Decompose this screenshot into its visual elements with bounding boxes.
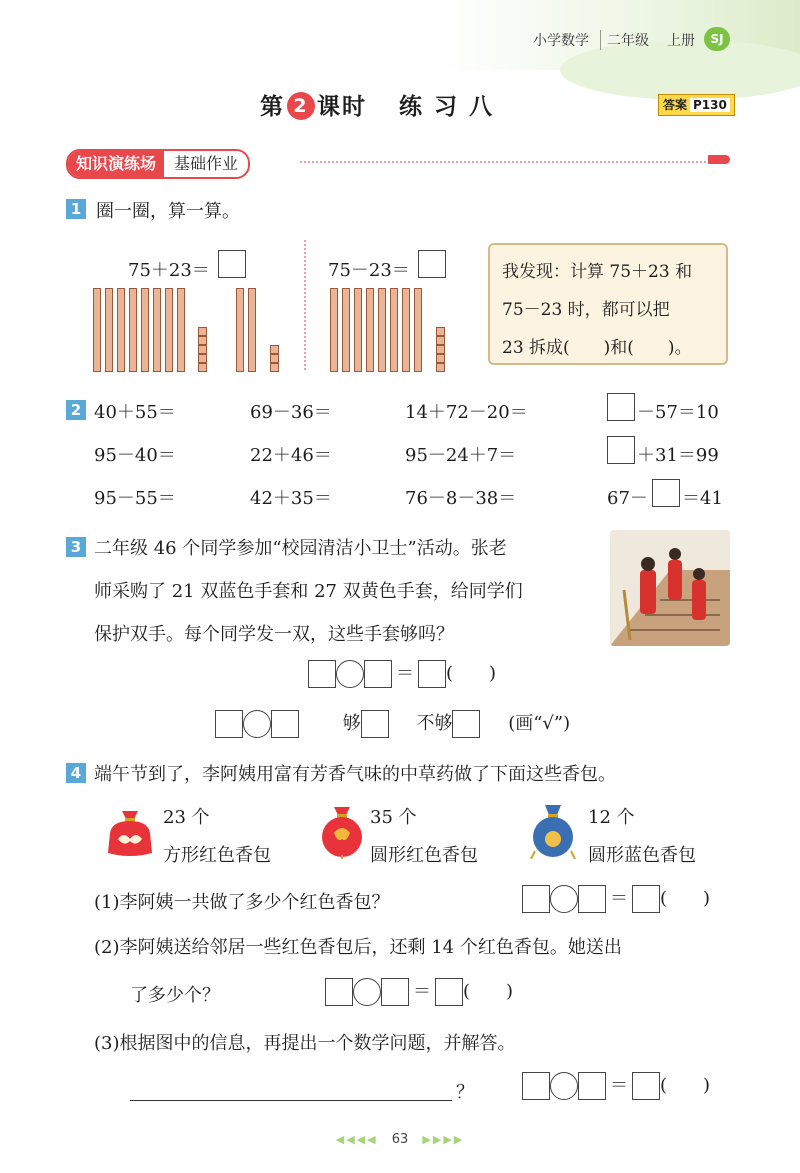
tens-rod <box>236 288 244 372</box>
q2-expression: 40＋55＝ <box>94 402 176 423</box>
q1-equation-sub: 75－23＝ <box>328 260 410 281</box>
q3-unit-paren: ( ) <box>446 663 497 684</box>
title-middle: 课时 <box>317 94 367 120</box>
lesson-number-badge: 2 <box>287 92 315 120</box>
tens-rod <box>177 288 185 372</box>
unit-paren: ( ) <box>660 888 711 909</box>
enough-checkbox[interactable] <box>361 710 389 738</box>
q2-expression: 95－24＋7＝ <box>405 445 517 466</box>
discovery-line-2: 75－23 时，都可以把 <box>502 300 670 320</box>
tens-rod <box>414 288 422 372</box>
q4-sub2-line1: (2)李阿姨送给邻居一些红色香包后，还剩 14 个红色香包。她送出 <box>94 937 622 958</box>
tens-rod <box>117 288 125 372</box>
sachet-name: 方形红色香包 <box>163 845 271 866</box>
answer-page: P130 <box>690 98 730 112</box>
equals-sign: ＝ <box>396 663 414 684</box>
section-banner <box>66 149 250 179</box>
cleaning-photo <box>610 530 730 646</box>
sachet-name: 圆形红色香包 <box>370 845 478 866</box>
ones-cube <box>270 354 279 363</box>
q3-compare-box[interactable] <box>271 710 299 738</box>
sachet-count: 23 个 <box>163 807 210 828</box>
q2-fill-box[interactable] <box>652 479 680 507</box>
operator-circle[interactable] <box>550 885 578 913</box>
ones-cube <box>198 363 207 372</box>
operator-circle[interactable] <box>550 1072 578 1100</box>
page-number: 63 <box>391 1132 409 1147</box>
enough-label: 够 <box>342 713 361 734</box>
result-box[interactable] <box>632 1072 660 1100</box>
q2-expression: 14＋72－20＝ <box>405 402 528 423</box>
tens-rod <box>141 288 149 372</box>
section-divider <box>300 161 710 163</box>
header-grade: 二年级 <box>600 30 649 50</box>
question-1-prompt: 圈一圈，算一算。 <box>96 201 240 222</box>
page-footer <box>0 1132 800 1147</box>
ones-cube <box>436 363 445 372</box>
right-arrows-icon: ▶▶▶▶ <box>422 1133 465 1146</box>
result-box[interactable] <box>632 885 660 913</box>
not-enough-checkbox[interactable] <box>452 710 480 738</box>
ones-cube <box>198 327 207 336</box>
q1-sub-answer-box[interactable] <box>418 250 446 278</box>
tens-rod <box>93 288 101 372</box>
section-tag: 知识演练场 <box>68 151 164 177</box>
q4-sub2-equation <box>325 977 513 1006</box>
q4-sub1: (1)李阿姨一共做了多少个红色香包？ <box>94 892 390 913</box>
q2-expression: 42＋35＝ <box>250 488 332 509</box>
operand-box[interactable] <box>578 1072 606 1100</box>
check-instruction: (画“√”) <box>508 713 571 734</box>
q3-text-line: 二年级 46 个同学参加“校园清洁小卫士”活动。张老 <box>94 538 507 559</box>
q4-sub3-equation <box>522 1071 710 1100</box>
q2-expression: 69－36＝ <box>250 402 332 423</box>
q2-fill-box[interactable] <box>607 436 635 464</box>
round-blue-sachet-icon <box>525 801 581 859</box>
unit-paren: ( ) <box>463 981 514 1002</box>
ones-cube <box>436 345 445 354</box>
question-mark: ？ <box>456 1082 474 1103</box>
q4-sub2-line2: 了多少个？ <box>130 985 220 1006</box>
header-subject: 小学数学 <box>533 33 589 49</box>
tens-rod <box>330 288 338 372</box>
tens-rod <box>402 288 410 372</box>
round-red-sachet-icon <box>316 801 368 859</box>
publisher-badge: SJ <box>704 27 730 51</box>
page-title <box>260 88 494 121</box>
header-volume: 上册 <box>667 33 695 49</box>
operand-box[interactable] <box>325 978 353 1006</box>
equals-sign: ＝ <box>610 1075 628 1096</box>
operand-box[interactable] <box>522 1072 550 1100</box>
unit-paren: ( ) <box>660 1075 711 1096</box>
tens-rod <box>248 288 256 372</box>
q3-equation-row <box>308 659 496 688</box>
ones-cube <box>198 354 207 363</box>
operand-box[interactable] <box>522 885 550 913</box>
q2-fill-box[interactable] <box>607 393 635 421</box>
tens-rod <box>129 288 137 372</box>
q2-fill-expression: ＋31＝99 <box>637 445 719 466</box>
q2-fill-expression: －57＝10 <box>637 402 719 423</box>
q3-operand-box[interactable] <box>308 660 336 688</box>
q2-fill-expression: 67－ <box>607 488 648 509</box>
q4-sub3: (3)根据图中的信息，再提出一个数学问题，并解答。 <box>94 1033 516 1054</box>
equals-sign: ＝ <box>413 981 431 1002</box>
q3-compare-row <box>215 709 570 738</box>
square-red-sachet-icon <box>104 803 156 859</box>
tens-rod <box>153 288 161 372</box>
q4-sub1-equation <box>522 884 710 913</box>
sachet-count: 12 个 <box>588 807 635 828</box>
result-box[interactable] <box>435 978 463 1006</box>
discovery-line-1: 我发现：计算 75＋23 和 <box>502 262 693 282</box>
q1-add-answer-box[interactable] <box>218 250 246 278</box>
question-3-number: 3 <box>66 537 86 557</box>
q2-expression: 95－40＝ <box>94 445 176 466</box>
q1-equation-add: 75＋23＝ <box>128 260 210 281</box>
left-arrows-icon: ◀◀◀◀ <box>335 1133 378 1146</box>
q3-text-line: 师采购了 21 双蓝色手套和 27 双黄色手套，给同学们 <box>94 581 523 602</box>
q2-expression: 76－8－38＝ <box>405 488 517 509</box>
sachet-count: 35 个 <box>370 807 417 828</box>
title-name: 练 习 八 <box>399 94 495 120</box>
section-name: 基础作业 <box>164 151 248 177</box>
cleaning-photo-art <box>610 530 730 646</box>
tens-rod <box>366 288 374 372</box>
q1-divider <box>304 240 306 370</box>
ones-cube <box>270 345 279 354</box>
pencil-icon <box>708 155 730 164</box>
operand-box[interactable] <box>578 885 606 913</box>
discovery-line-3: 23 拆成( )和( )。 <box>502 338 692 358</box>
q3-compare-circle[interactable] <box>243 710 271 738</box>
operand-box[interactable] <box>381 978 409 1006</box>
ones-cube <box>436 327 445 336</box>
q3-result-box[interactable] <box>418 660 446 688</box>
tens-rod <box>105 288 113 372</box>
tens-rod <box>354 288 362 372</box>
ones-cube <box>270 363 279 372</box>
question-4-number: 4 <box>66 763 86 783</box>
answer-tag[interactable] <box>658 94 735 116</box>
q2-fill-expression: ＝41 <box>682 488 723 509</box>
q2-expression: 95－55＝ <box>94 488 176 509</box>
q3-operator-circle[interactable] <box>336 660 364 688</box>
tens-rod <box>165 288 173 372</box>
q3-compare-box[interactable] <box>215 710 243 738</box>
question-2-number: 2 <box>66 400 86 420</box>
tens-rod <box>378 288 386 372</box>
tens-rod <box>390 288 398 372</box>
q3-text-line: 保护双手。每个同学发一双，这些手套够吗？ <box>94 624 454 645</box>
sachet-name: 圆形蓝色香包 <box>588 845 696 866</box>
ones-cube <box>436 336 445 345</box>
equals-sign: ＝ <box>610 888 628 909</box>
operator-circle[interactable] <box>353 978 381 1006</box>
tens-rod <box>342 288 350 372</box>
ones-cube <box>436 354 445 363</box>
q3-operand-box[interactable] <box>364 660 392 688</box>
question-4-prompt: 端午节到了，李阿姨用富有芳香气味的中草药做了下面这些香包。 <box>94 764 616 785</box>
answer-label: 答案 <box>663 98 688 112</box>
ones-cube <box>198 345 207 354</box>
question-1-number: 1 <box>66 199 86 219</box>
ones-cube <box>198 336 207 345</box>
discovery-note <box>488 243 728 365</box>
not-enough-label: 不够 <box>416 713 453 734</box>
title-prefix: 第 <box>260 94 285 120</box>
question-answer-line[interactable] <box>130 1100 452 1101</box>
q2-expression: 22＋46＝ <box>250 445 332 466</box>
